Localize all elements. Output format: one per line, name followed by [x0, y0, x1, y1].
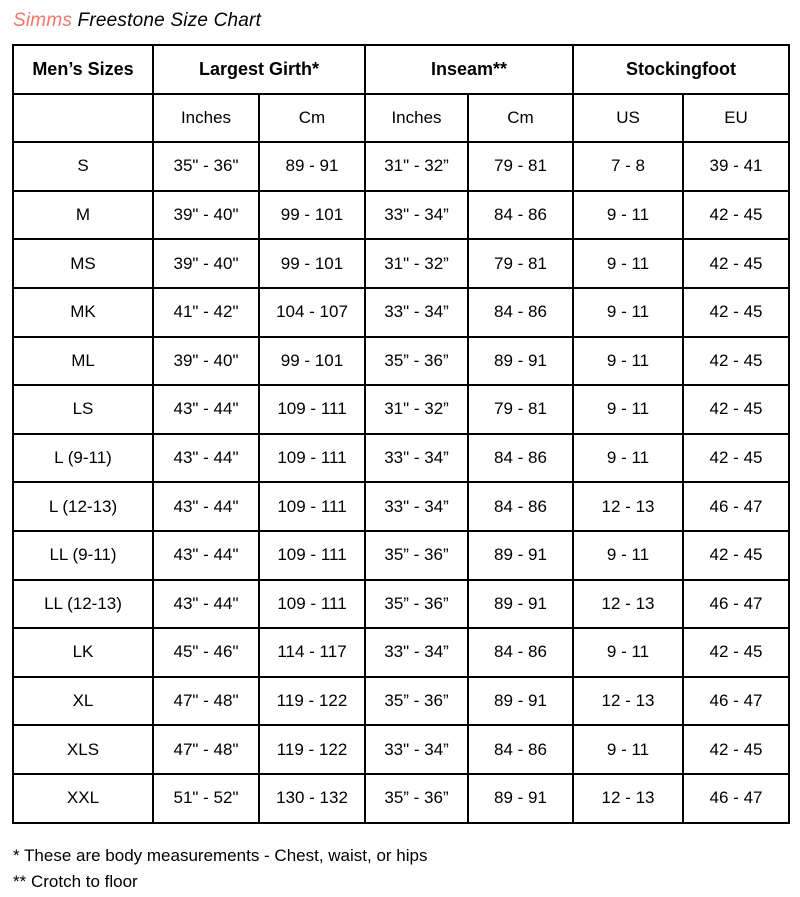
size-cell: ML: [13, 337, 153, 386]
header-blank-cell: [13, 94, 153, 143]
brand-name: Simms: [13, 10, 73, 31]
table-row: [13, 337, 789, 386]
size-cell: L (9-11): [13, 434, 153, 483]
girth-cm-cell: 109 - 111: [259, 580, 365, 629]
header-us: US: [573, 94, 683, 143]
table-row: [13, 434, 789, 483]
eu-cell: 42 - 45: [683, 434, 789, 483]
table-row: [13, 142, 789, 191]
size-cell: XLS: [13, 725, 153, 774]
page-title: [13, 10, 788, 32]
us-cell: 9 - 11: [573, 628, 683, 677]
inseam-inches-cell: 33" - 34”: [365, 628, 468, 677]
header-stockingfoot: Stockingfoot: [573, 45, 789, 94]
size-cell: LK: [13, 628, 153, 677]
table-row: [13, 628, 789, 677]
girth-inches-cell: 51" - 52": [153, 774, 259, 823]
table-row: [13, 531, 789, 580]
inseam-inches-cell: 33" - 34”: [365, 725, 468, 774]
eu-cell: 46 - 47: [683, 482, 789, 531]
size-cell: LS: [13, 385, 153, 434]
inseam-inches-cell: 35” - 36”: [365, 337, 468, 386]
inseam-inches-cell: 33" - 34”: [365, 482, 468, 531]
inseam-inches-cell: 33" - 34”: [365, 434, 468, 483]
size-table-body: [13, 142, 789, 822]
inseam-inches-cell: 31" - 32”: [365, 142, 468, 191]
inseam-inches-cell: 35” - 36”: [365, 677, 468, 726]
header-group-row: [13, 45, 789, 94]
eu-cell: 42 - 45: [683, 385, 789, 434]
girth-inches-cell: 43" - 44": [153, 531, 259, 580]
girth-inches-cell: 41" - 42": [153, 288, 259, 337]
table-row: [13, 482, 789, 531]
girth-inches-cell: 35" - 36": [153, 142, 259, 191]
us-cell: 9 - 11: [573, 725, 683, 774]
inseam-cm-cell: 79 - 81: [468, 239, 573, 288]
size-chart-table: [12, 44, 790, 824]
girth-inches-cell: 39" - 40": [153, 337, 259, 386]
girth-cm-cell: 99 - 101: [259, 239, 365, 288]
girth-inches-cell: 43" - 44": [153, 482, 259, 531]
table-row: [13, 774, 789, 823]
footnotes: [13, 843, 788, 895]
girth-cm-cell: 119 - 122: [259, 725, 365, 774]
inseam-inches-cell: 35” - 36”: [365, 774, 468, 823]
header-inseam-cm: Cm: [468, 94, 573, 143]
us-cell: 9 - 11: [573, 239, 683, 288]
size-cell: LL (9-11): [13, 531, 153, 580]
header-girth-inches: Inches: [153, 94, 259, 143]
girth-inches-cell: 43" - 44": [153, 385, 259, 434]
us-cell: 12 - 13: [573, 774, 683, 823]
table-row: [13, 580, 789, 629]
header-inseam: Inseam**: [365, 45, 573, 94]
eu-cell: 42 - 45: [683, 288, 789, 337]
inseam-inches-cell: 33" - 34”: [365, 288, 468, 337]
header-eu: EU: [683, 94, 789, 143]
girth-inches-cell: 43" - 44": [153, 434, 259, 483]
girth-cm-cell: 104 - 107: [259, 288, 365, 337]
inseam-cm-cell: 84 - 86: [468, 628, 573, 677]
us-cell: 9 - 11: [573, 385, 683, 434]
girth-cm-cell: 109 - 111: [259, 385, 365, 434]
eu-cell: 42 - 45: [683, 725, 789, 774]
size-cell: S: [13, 142, 153, 191]
inseam-inches-cell: 35” - 36”: [365, 531, 468, 580]
eu-cell: 46 - 47: [683, 580, 789, 629]
header-inseam-inches: Inches: [365, 94, 468, 143]
girth-cm-cell: 89 - 91: [259, 142, 365, 191]
us-cell: 7 - 8: [573, 142, 683, 191]
inseam-inches-cell: 31" - 32”: [365, 239, 468, 288]
girth-cm-cell: 109 - 111: [259, 531, 365, 580]
girth-inches-cell: 47" - 48": [153, 725, 259, 774]
eu-cell: 42 - 45: [683, 628, 789, 677]
us-cell: 9 - 11: [573, 337, 683, 386]
footnote-crotch-to-floor: ** Crotch to floor: [13, 871, 138, 891]
table-row: [13, 677, 789, 726]
girth-cm-cell: 99 - 101: [259, 337, 365, 386]
us-cell: 9 - 11: [573, 531, 683, 580]
inseam-cm-cell: 84 - 86: [468, 191, 573, 240]
girth-inches-cell: 47" - 48": [153, 677, 259, 726]
footnote-body-measurements: * These are body measurements - Chest, waist, or hips: [13, 845, 428, 865]
title-rest: Freestone Size Chart: [72, 10, 262, 31]
inseam-cm-cell: 84 - 86: [468, 482, 573, 531]
inseam-cm-cell: 89 - 91: [468, 774, 573, 823]
eu-cell: 46 - 47: [683, 774, 789, 823]
header-unit-row: [13, 94, 789, 143]
girth-inches-cell: 43" - 44": [153, 580, 259, 629]
table-row: [13, 725, 789, 774]
us-cell: 12 - 13: [573, 677, 683, 726]
size-cell: LL (12-13): [13, 580, 153, 629]
table-row: [13, 385, 789, 434]
girth-inches-cell: 39" - 40": [153, 191, 259, 240]
inseam-cm-cell: 84 - 86: [468, 434, 573, 483]
size-cell: XXL: [13, 774, 153, 823]
us-cell: 9 - 11: [573, 434, 683, 483]
inseam-inches-cell: 31" - 32”: [365, 385, 468, 434]
size-cell: L (12-13): [13, 482, 153, 531]
inseam-cm-cell: 89 - 91: [468, 580, 573, 629]
girth-inches-cell: 45" - 46": [153, 628, 259, 677]
inseam-cm-cell: 89 - 91: [468, 677, 573, 726]
inseam-cm-cell: 89 - 91: [468, 531, 573, 580]
us-cell: 9 - 11: [573, 191, 683, 240]
eu-cell: 46 - 47: [683, 677, 789, 726]
size-cell: MK: [13, 288, 153, 337]
inseam-cm-cell: 89 - 91: [468, 337, 573, 386]
girth-cm-cell: 109 - 111: [259, 482, 365, 531]
us-cell: 12 - 13: [573, 482, 683, 531]
inseam-inches-cell: 33" - 34”: [365, 191, 468, 240]
eu-cell: 42 - 45: [683, 531, 789, 580]
inseam-inches-cell: 35” - 36”: [365, 580, 468, 629]
girth-cm-cell: 130 - 132: [259, 774, 365, 823]
header-mens-sizes: Men’s Sizes: [13, 45, 153, 94]
eu-cell: 42 - 45: [683, 239, 789, 288]
table-row: [13, 239, 789, 288]
inseam-cm-cell: 79 - 81: [468, 142, 573, 191]
inseam-cm-cell: 79 - 81: [468, 385, 573, 434]
header-girth-cm: Cm: [259, 94, 365, 143]
table-row: [13, 288, 789, 337]
size-cell: XL: [13, 677, 153, 726]
header-largest-girth: Largest Girth*: [153, 45, 365, 94]
size-cell: MS: [13, 239, 153, 288]
girth-cm-cell: 119 - 122: [259, 677, 365, 726]
us-cell: 9 - 11: [573, 288, 683, 337]
us-cell: 12 - 13: [573, 580, 683, 629]
girth-cm-cell: 114 - 117: [259, 628, 365, 677]
eu-cell: 42 - 45: [683, 191, 789, 240]
girth-inches-cell: 39" - 40": [153, 239, 259, 288]
inseam-cm-cell: 84 - 86: [468, 288, 573, 337]
inseam-cm-cell: 84 - 86: [468, 725, 573, 774]
girth-cm-cell: 109 - 111: [259, 434, 365, 483]
size-cell: M: [13, 191, 153, 240]
table-row: [13, 191, 789, 240]
eu-cell: 42 - 45: [683, 337, 789, 386]
eu-cell: 39 - 41: [683, 142, 789, 191]
girth-cm-cell: 99 - 101: [259, 191, 365, 240]
